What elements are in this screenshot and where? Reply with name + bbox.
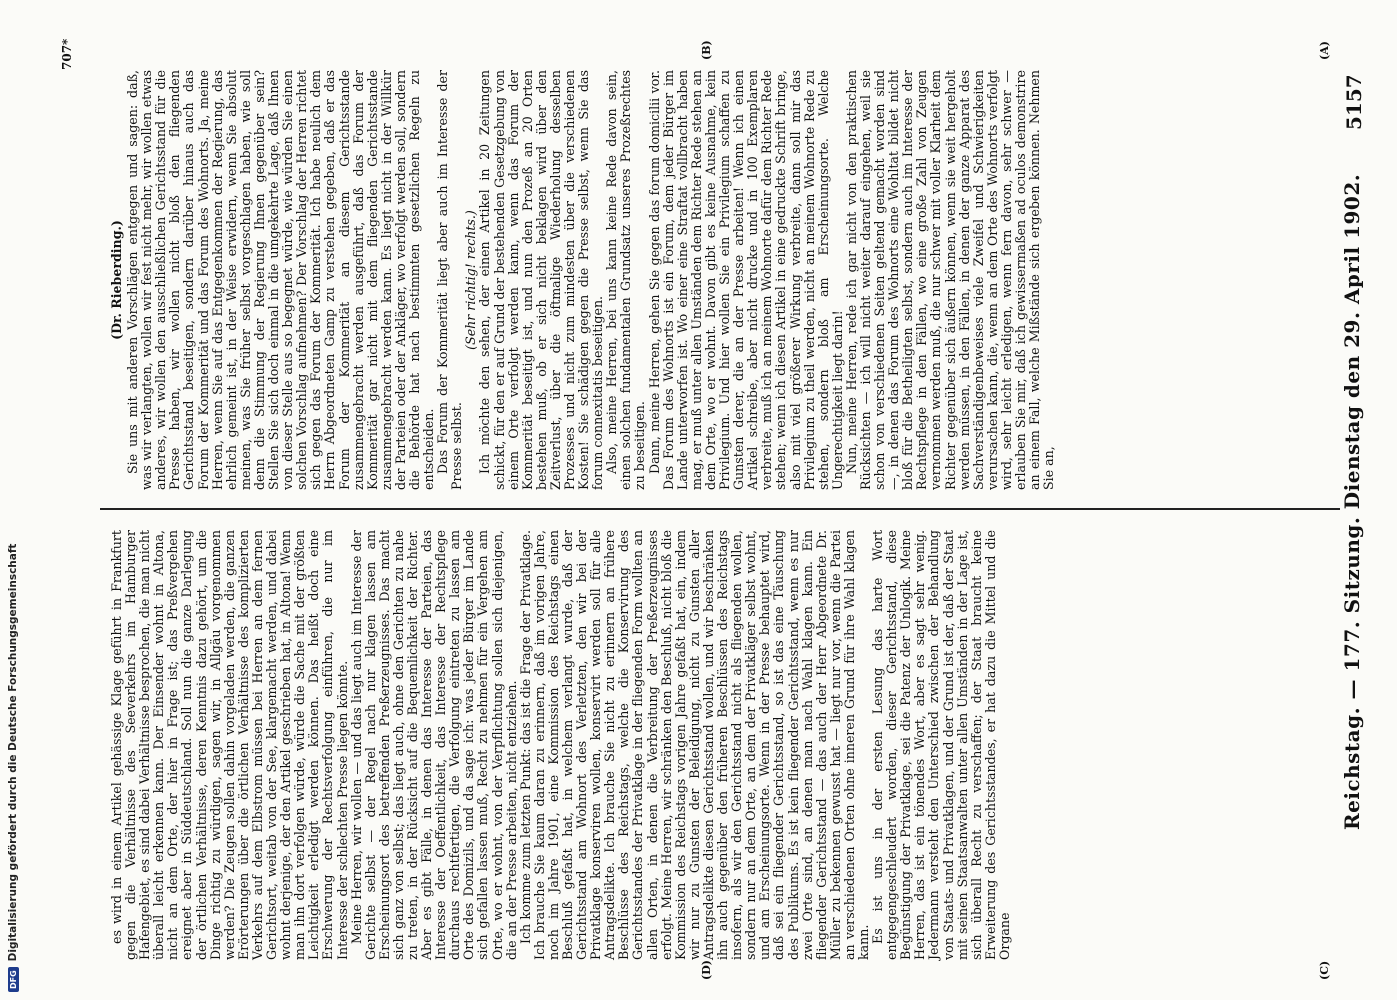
paragraph: Das Forum der Kommerität liegt aber auch im Interesse der Presse selbst. — [435, 70, 465, 490]
page-header — [1340, 0, 1380, 1000]
margin-d: (D) — [700, 960, 713, 980]
paragraph: Ich komme zum letzten Punkt: das ist die Frage der Privatklage. Ich brauche Sie kaum daran zu erinnern, daß im vorigen Jahre, noch im Jahre 1901, eine Kommission des Reichstags einen Beschluß gefaßt hat, in welchem verlangt wurde, daß der Gerichtsstand am Wohnort des Verletzten, den wir bei der Privatklage konserviren wollen, konservirt werden soll für alle Antragsdelikte. Ich brauche Sie nicht zu erinnern an frühere Beschlüsse des Reichstags, welche die Konservirung des Gerichtsstandes der Privatklage in der fliegenden Form wollten an allen Orten, in denen die Verbreitung der Preßerzeugnisses erfolgt. Meine Herren, wir schränken den Beschluß, nicht bloß die Kommission des Reichstags vorigen Jahre gefaßt hat, ein, indem wir nur zu Gunsten der Beleidigung, nicht zu Gunsten aller Antragsdelikte diesen Gerichtsstand wollen, und wir beschränken ihn auch gegenüber den früheren Beschlüssen des Reichstags insofern, als wir den Gerichtsstand nicht als fliegenden wollen, sondern nur an dem Orte, an dem der Privatkläger selbst wohnt, und am Erscheinungsorte. Wenn in der Presse behauptet wird, daß sei ein fliegender Gerichtsstand, so ist das eine Täuschung des Publikums. Es ist kein fliegender Gerichtsstand, wenn es nur zwei Orte sind, an denen man nach Wahl klagen kann. Ein fliegender Gerichtsstand — das auch der Herr Abgeordnete Dr. Müller zu bekennen gewusst hat — liegt nur vor, wenn die Partei an verschiedenen Orten ohne inneren Grund für ihre Wahl klagen kann. — [517, 530, 871, 960]
funding-note — [0, 0, 26, 1000]
signature-mark: 707* — [60, 38, 74, 70]
paragraph: Also, meine Herren, bei uns kann keine Rede davon sein, einen solchen fundamentalen Grundsatz unseres Prozeßrechtes zu beseitigen. — [604, 70, 648, 490]
paragraph: Es ist uns in der ersten Lesung das harte Wort entgegengeschleudert worden, dieser Gerichtsstand, diese Begünstigung der Privatklage, sei die Patenz der Unlogik. Meine Herren, das ist ein tönendes Wort, aber es sagt sehr wenig. Jedermann versteht den Unterschied zwischen der Behandlung von Staats- und Privatklagen, und der Grund ist der, daß der Staat mit seinen Staatsanwalten unter allen Umständen in der Lage ist, sich überall Recht zu verschaffen; der Staat braucht keine Erweiterung des Gerichtsstandes, er hat dazu die Mittel und die Organe — [870, 530, 1012, 960]
paragraph: Dann, meine Herren, gehen Sie gegen das forum domicilii vor. Das Forum des Wohnorts ist ein Forum, dem jeder Bürger im Lande unterworfen ist. Wo einer eine Straftat vollbracht haben mag, er muß unter allen Umständen dem Richter Rede stehen an dem Orte, wo er wohnt. Davon gibt es keine Ausnahme, kein Privilegium. Und hier wollen Sie ein Privilegium schaffen zu Gunsten derer, die an der Presse arbeiten! Wenn ich einen Artikel schreibe, aber nicht drucke und in 100 Exemplaren verbreite, muß ich an meinem Wohnorte dafür dem Richter Rede stehen; wenn ich diesen Artikel in eine gedruckte Schrift bringe, also mit viel größerer Wirkung verbreite, dann soll mir das Privilegium zu theil werden, nicht an meinem Wohnorte Rede zu stehen, sondern bloß am Erscheinungsorte. Welche Ungerechtigkeit liegt darin! — [646, 70, 845, 490]
paragraph: Ich möchte den sehen, der einen Artikel in 20 Zeitungen schickt, für den er auf Grund der bestehenden Gesetzgebung von einem Orte verfolgt werden kann, wenn das Forum der Kommerität beseitigt ist, und nun den Prozeß an 20 Orten bestehen muß, ob er sich nicht beklagen wird über den Zeitverlust, über die öftmalige Wiederholung desselben Prozesses und nicht zum mindesten über die verschiedenen Kosten! Sie schädigen gegen die Presse selbst, wenn Sie das forum connexitatis beseitigen. — [477, 70, 606, 490]
paragraph: Sie uns mit anderen Vorschlägen entgegen und sagen: daß, was wir verlangten, wollen wir fest nicht mehr, wir wollen etwas anderes, wir wollen den ausschließlichen Gerichtsstand für die Presse haben, wir wollen nicht bloß den fliegenden Gerichtsstand beseitigen, sondern darüber hinaus auch das Forum der Kommerität und das Forum des Wohnorts. Ja, meine Herren, wenn Sie auf das Entgegenkommen der Regierung, das ehrlich gemeint ist, in der Weise erwidern, wenn Sie absolut meinen, was Sie früher selbst vorgeschlagen haben, wie soll denn die Stimmung der Regierung Ihnen gegenüber sein? Stellen Sie sich doch einmal in die umgekehrte Lage, daß Ihnen von dieser Stelle aus so begegnet würde, wie würden Sie einen solchen Vorschlag aufnehmen? Der Vorschlag der Herren richtet sich gegen das Forum der Kommerität. Ich habe neulich dem Herrn Abgeordneten Gamp zu verstehen gegeben, daß er das Forum der Kommerität an diesem Gerichtsstande zusammengebracht werden ausgeführt, daß das Forum der Kommerität gar nicht mit dem fliegenden Gerichtsstande zusammengebracht werden kann. Es liegt nicht in der Willkür der Parteien oder der Ankläger, wo verfolgt werden soll, sondern die Behörde hat nach bestimmten gesetzlichen Regeln zu entscheiden. — [125, 70, 437, 490]
margin-c: (C) — [1318, 960, 1331, 980]
column-divider — [100, 508, 1340, 510]
page-number: 5157 — [1342, 74, 1366, 130]
paragraph: es wird in einem Artikel gehässige Klage geführt in Frankfurt gegen die Verhältnisse des Seeverkehrs im Hamburger Hafengebiet, es sind dabei Verhältnisse besprochen, die man nicht überall leicht erkennen kann. Der Einsender wohnt in Altona, nicht an dem Orte, der hier in Frage ist; das Preßvergehen ereignet aber in Süddeutschland. Soll nun die ganze Darlegung der örtlichen Verhältnisse, deren Kenntnis dazu gehört, um die Dinge richtig zu würdigen, sagen wir, in Allgäu vorgenommen werden? Die Zeugen sollen dahin vorgeladen werden, die ganzen Erörterungen über die örtlichen Verhältnisse des komplizierten Verkehrs auf dem Elbstrom müssen bei Herren an dem fernen Gerichtsort, weitab von der See, klargemacht werden, und dabei wohnt derjenige, der den Artikel geschrieben hat, in Altona! Wenn man ihn dort verfolgen würde, würde die Sache mit der größten Leichtigkeit erledigt werden können. Das heißt doch eine Erschwerung der Rechtsverfolgung einführen, die nur im Interesse der schlechten Presse liegen könnte. — [109, 530, 350, 960]
speaker-name: (Dr. Rieberding.) — [109, 220, 124, 340]
margin-b: (B) — [700, 40, 713, 60]
dfg-logo: DFG — [8, 967, 19, 992]
right-column — [110, 530, 1330, 960]
header-title: Reichstag. — 177. Sitzung. Dienstag den 29. April 1902. — [1340, 173, 1364, 830]
margin-a: (A) — [1318, 41, 1331, 60]
paragraph: Nun, meine Herren, rede ich gar nicht von den praktischen Rücksichten — ich will nicht weiter darauf eingehen, weil sie schon von verschiedenen Seiten geltend gemacht worden sind —, in denen das Forum des Wohnorts eine Wohltat bildet nicht bloß für die Betheiligten selbst, sondern auch im Interesse der Rechtspflege in den Fällen, wo eine große Zahl von Zeugen vernommen werden muß, die nur schwer mit voller Klarheit dem Richter gegenüber sich äußern können, wenn sie weit hergeholt werden müssen, in den Fällen, in denen der ganze Apparat des Sachverständigenbeweises viele Zweifel und Schwierigkeiten verursachen kann, die, wenn an dem Orte des Wohnorts verfolgt wird, sehr leicht erledigen, wenn fern davon, sehr schwer — erlauben Sie mir, daß ich gewissermaßen ad oculos demonstrire an einem Fall, welche Mißstände sich ergeben können. Nehmen Sie an, — [843, 70, 1057, 490]
interjection: (Sehr richtig! rechts.) — [463, 210, 479, 350]
funding-text: Digitalisierung gefördert durch die Deutsche Forschungsgemeinschaft — [7, 543, 19, 962]
left-column — [110, 70, 1330, 490]
paragraph: Meine Herren, wir wollen — und das liegt auch im Interesse der Gerichte selbst — der Regel nach nur klagen lassen am Erscheinungsort des betreffenden Preßerzeugnisses. Das macht sich ganz von selbst; das liegt auch, ohne den Gerichten zu nahe zu treten, in der Rücksicht auf die Bequemlichkeit der Richter. Aber es gibt Fälle, in denen das Interesse der Parteien, das Interesse der Oeffentlichkeit, das Interesse der Rechtspflege durchaus rechtfertigen, die Verfolgung eintreten zu lassen am Orte des Domizils, und da sage ich: was jeder Bürger im Lande sich gefallen lassen muß, Recht zu nehmen für ein Vergehen am Orte, wo er wohnt, von der Verpflichtung sollen sich diejenigen, die an der Presse arbeiten, nicht entziehen. — [348, 530, 519, 960]
